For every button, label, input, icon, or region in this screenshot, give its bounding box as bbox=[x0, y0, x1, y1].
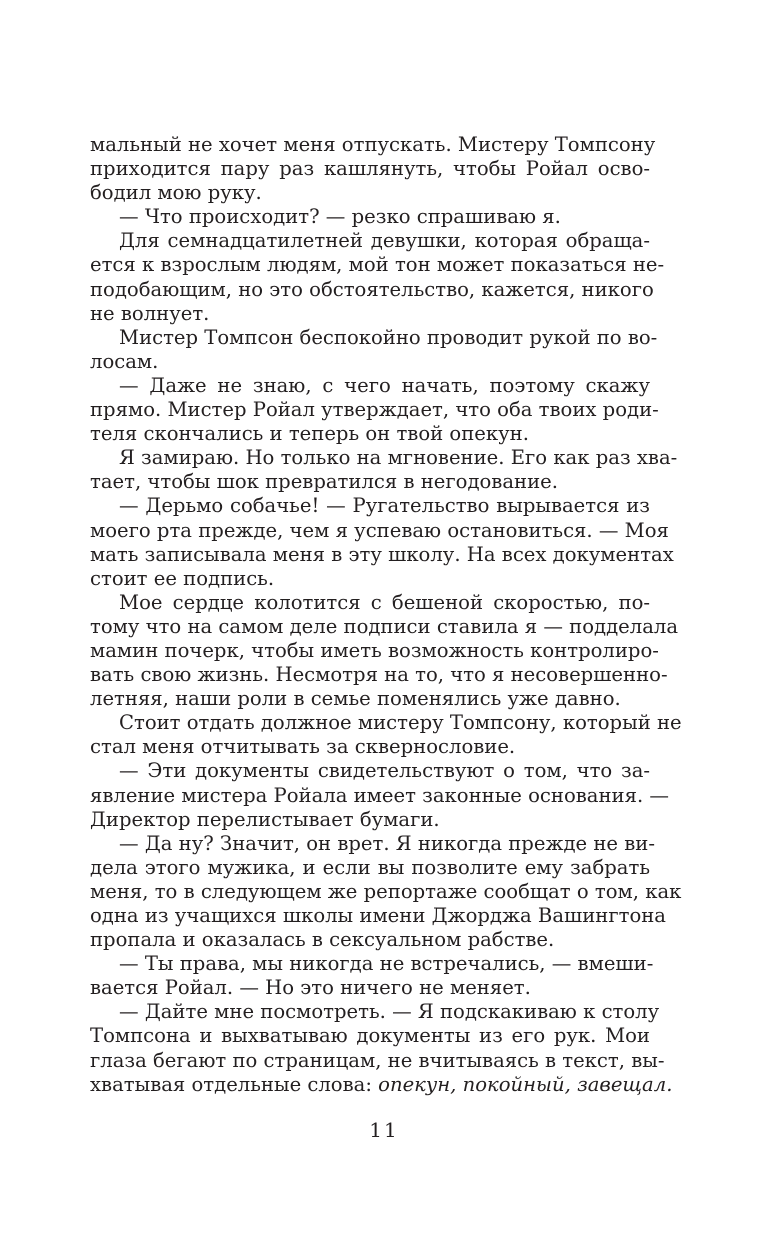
text-line: теля скончались и теперь он твой опекун. bbox=[90, 422, 529, 446]
text-line-final-regular: хватывая отдельные слова: bbox=[90, 1072, 379, 1096]
text-line: меня, то в следующем же репортаже сообщат о том, как bbox=[90, 879, 682, 903]
text-line: Директор перелистывает бумаги. bbox=[90, 807, 440, 831]
text-line: стоит ее подпись. bbox=[90, 566, 275, 590]
text-line: одна из учащихся школы имени Джорджа Вашингтона bbox=[90, 904, 666, 927]
text-line: ется к взрослым людям, мой тон может показаться не- bbox=[90, 253, 665, 277]
text-line: мать записывала меня в эту школу. На всех документах bbox=[90, 542, 674, 566]
text-line-final bbox=[90, 1072, 673, 1097]
text-line: приходится пару раз кашлянуть, чтобы Ройал осво- bbox=[90, 157, 650, 181]
text-line: тает, чтобы шок превратился в негодование. bbox=[90, 470, 558, 494]
text-line: прямо. Мистер Ройал утверждает, что оба твоих роди- bbox=[90, 398, 659, 422]
text-line: стал меня отчитывать за сквернословие. bbox=[90, 735, 516, 759]
text-line: Для семнадцатилетней девушки, которая обраща- bbox=[119, 229, 650, 253]
text-line: вать свою жизнь. Несмотря на то, что я несовершенно- bbox=[90, 663, 668, 687]
text-line: — Дерьмо собачье! — Ругательство вырывается из bbox=[119, 494, 650, 518]
text-line: пропала и оказалась в сексуальном рабстве. bbox=[90, 928, 555, 952]
text-line: глаза бегают по страницам, не вчитываясь в текст, вы- bbox=[90, 1048, 665, 1072]
text-line: — Даже не знаю, с чего начать, поэтому скажу bbox=[119, 373, 650, 397]
text-line: подобающим, но это обстоятельство, кажется, никого bbox=[90, 277, 654, 301]
text-line: летняя, наши роли в семье поменялись уже давно. bbox=[90, 687, 621, 711]
text-line: лосам. bbox=[90, 349, 159, 373]
text-line: моего рта прежде, чем я успеваю остановиться. — Моя bbox=[90, 518, 669, 542]
text-line: вается Ройал. — Но это ничего не меняет. bbox=[90, 976, 531, 1000]
text-line: — Эти документы свидетельствуют о том, что за- bbox=[119, 759, 650, 783]
page-number: 11 bbox=[369, 1118, 399, 1142]
text-line: Мистер Томпсон беспокойно проводит рукой по во- bbox=[119, 325, 658, 349]
body-text bbox=[90, 133, 682, 1097]
text-line: — Дайте мне посмотреть. — Я подскакиваю к столу bbox=[119, 1000, 660, 1024]
text-line: бодил мою руку. bbox=[90, 181, 262, 205]
text-line: Я замираю. Но только на мгновение. Его как раз хва- bbox=[119, 446, 678, 470]
text-line: дела этого мужика, и если вы позволите ему забрать bbox=[90, 855, 650, 879]
text-line: Стоит отдать должное мистеру Томпсону, который не bbox=[119, 711, 682, 735]
text-line-final-italic: опекун, покойный, завещал. bbox=[378, 1072, 673, 1096]
text-line: мамин почерк, чтобы иметь возможность контролиро- bbox=[90, 638, 659, 662]
text-line: — Ты права, мы никогда не встречались, — вмеши- bbox=[119, 952, 654, 976]
text-line: тому что на самом деле подписи ставила я — подделала bbox=[90, 614, 679, 638]
text-line: Томпсона и выхватываю документы из его рук. Мои bbox=[90, 1024, 650, 1048]
text-line: Мое сердце колотится с бешеной скоростью, по- bbox=[119, 590, 650, 614]
text-line: не волнует. bbox=[90, 301, 210, 325]
text-line: явление мистера Ройала имеет законные основания. — bbox=[90, 783, 669, 807]
text-line: мальный не хочет меня отпускать. Мистеру Томпсону bbox=[90, 133, 656, 156]
text-line: — Что происходит? — резко спрашиваю я. bbox=[119, 205, 561, 229]
text-line: — Да ну? Значит, он врет. Я никогда прежде не ви- bbox=[119, 831, 655, 855]
